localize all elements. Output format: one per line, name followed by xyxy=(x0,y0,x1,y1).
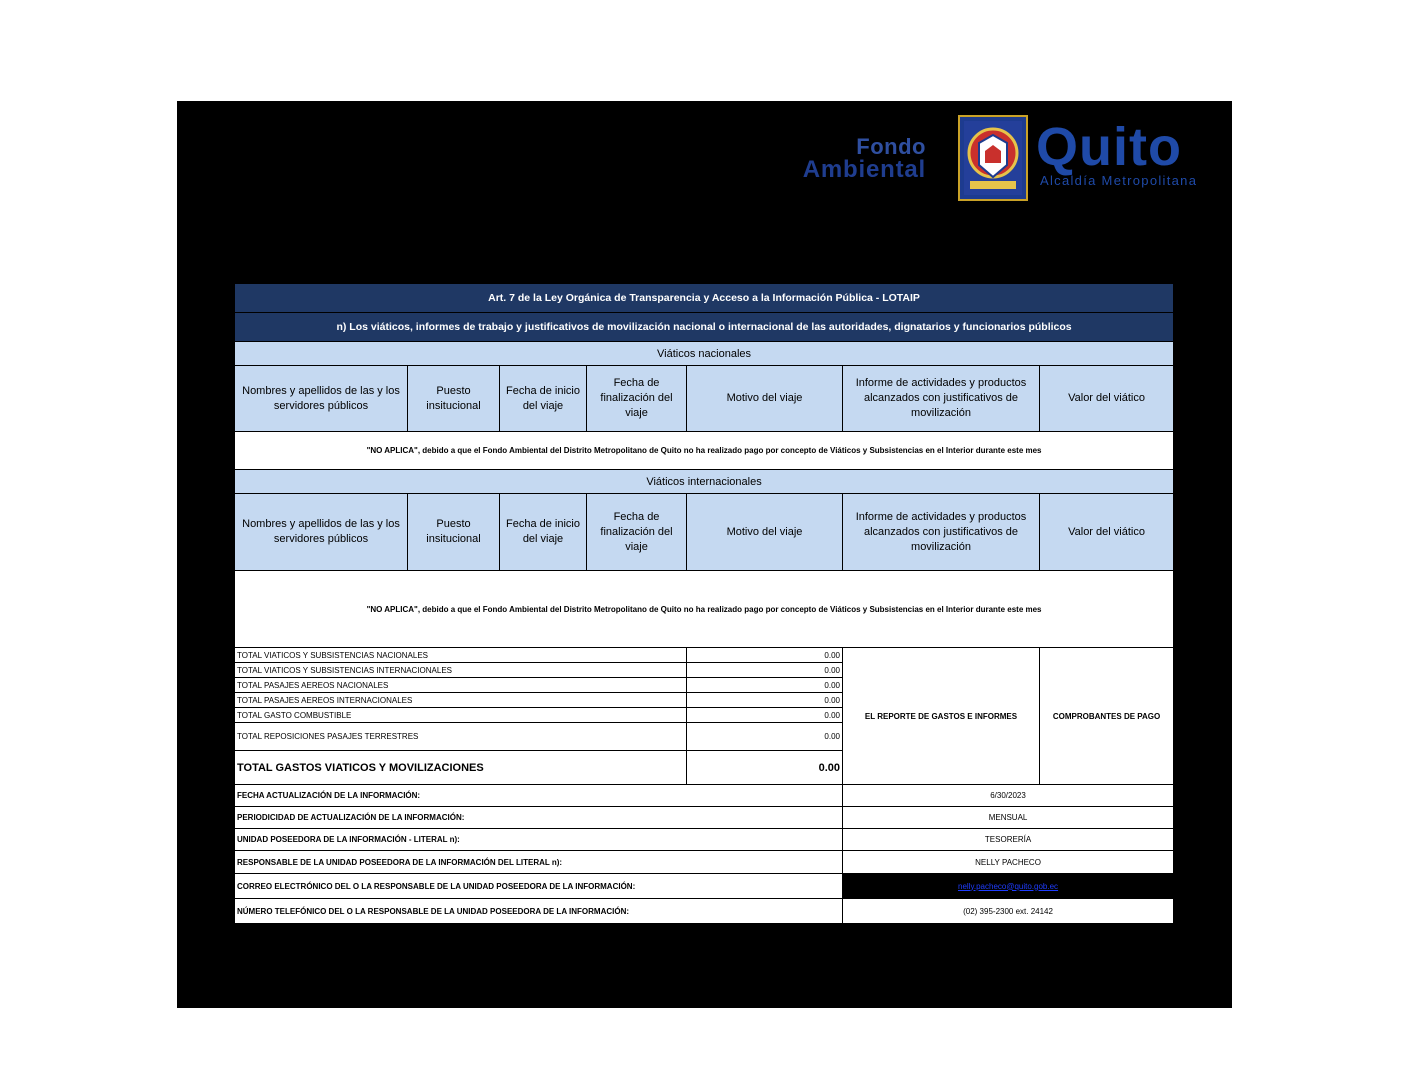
total-value: 0.00 xyxy=(687,723,843,751)
email-cell xyxy=(843,874,1174,899)
column-header: Puesto insitucional xyxy=(408,494,500,571)
reporte-gastos-cell: EL REPORTE DE GASTOS E INFORMES xyxy=(843,648,1040,785)
total-row xyxy=(235,648,1174,663)
column-header: Nombres y apellidos de las y los servidores públicos xyxy=(235,366,408,432)
column-header: Valor del viático xyxy=(1040,366,1174,432)
grand-total-value: 0.00 xyxy=(687,751,843,785)
column-header: Puesto insitucional xyxy=(408,366,500,432)
total-value: 0.00 xyxy=(687,663,843,678)
total-value: 0.00 xyxy=(687,648,843,663)
column-header: Nombres y apellidos de las y los servidores públicos xyxy=(235,494,408,571)
column-header: Fecha de inicio del viaje xyxy=(500,494,587,571)
quito-logo-subtitle: Alcaldía Metropolitana xyxy=(1040,173,1198,188)
column-header: Motivo del viaje xyxy=(687,366,843,432)
section-row xyxy=(235,342,1174,366)
column-header: Informe de actividades y productos alcanzados con justificativos de movilización xyxy=(843,366,1040,432)
fondo-logo-line2: Ambiental xyxy=(802,156,926,183)
quito-crest-icon xyxy=(958,115,1028,201)
total-label: TOTAL PASAJES AEREOS NACIONALES xyxy=(235,678,687,693)
column-header-row xyxy=(235,366,1174,432)
meta-label: NÚMERO TELEFÓNICO DEL O LA RESPONSABLE DE LA UNIDAD POSEEDORA DE LA INFORMACIÓN: xyxy=(235,899,843,924)
meta-row xyxy=(235,807,1174,829)
meta-label: FECHA ACTUALIZACIÓN DE LA INFORMACIÓN: xyxy=(235,785,843,807)
meta-value: TESORERÍA xyxy=(843,829,1174,851)
section-title-internacionales: Viáticos internacionales xyxy=(235,470,1174,494)
comprobantes-pago-cell: COMPROBANTES DE PAGO xyxy=(1040,648,1174,785)
meta-row xyxy=(235,899,1174,924)
meta-value: (02) 395-2300 ext. 24142 xyxy=(843,899,1174,924)
section-row xyxy=(235,470,1174,494)
column-header: Motivo del viaje xyxy=(687,494,843,571)
meta-value: MENSUAL xyxy=(843,807,1174,829)
grand-total-label: TOTAL GASTOS VIATICOS Y MOVILIZACIONES xyxy=(235,751,687,785)
meta-label: UNIDAD POSEEDORA DE LA INFORMACIÓN - LITERAL n): xyxy=(235,829,843,851)
table-subtitle: n) Los viáticos, informes de trabajo y justificativos de movilización nacional o internacional de las autoridades, dignatarios y funcionarios públicos xyxy=(235,313,1174,342)
column-header: Fecha de finalización del viaje xyxy=(587,494,687,571)
lotaip-table xyxy=(234,283,1174,924)
total-value: 0.00 xyxy=(687,693,843,708)
column-header: Valor del viático xyxy=(1040,494,1174,571)
total-label: TOTAL REPOSICIONES PASAJES TERRESTRES xyxy=(235,723,687,751)
table-title: Art. 7 de la Ley Orgánica de Transparencia y Acceso a la Información Pública - LOTAIP xyxy=(235,284,1174,313)
quito-logo-name: Quito xyxy=(1036,117,1182,177)
column-header: Informe de actividades y productos alcanzados con justificativos de movilización xyxy=(843,494,1040,571)
total-label: TOTAL PASAJES AEREOS INTERNACIONALES xyxy=(235,693,687,708)
meta-row xyxy=(235,829,1174,851)
note-row xyxy=(235,571,1174,648)
meta-row xyxy=(235,874,1174,899)
meta-label: RESPONSABLE DE LA UNIDAD POSEEDORA DE LA INFORMACIÓN DEL LITERAL n): xyxy=(235,851,843,874)
section-title-nacionales: Viáticos nacionales xyxy=(235,342,1174,366)
total-label: TOTAL GASTO COMBUSTIBLE xyxy=(235,708,687,723)
column-header: Fecha de inicio del viaje xyxy=(500,366,587,432)
fondo-ambiental-logo xyxy=(770,136,926,182)
column-header: Fecha de finalización del viaje xyxy=(587,366,687,432)
meta-row xyxy=(235,851,1174,874)
fondo-logo-line1: Fondo xyxy=(856,134,926,159)
total-value: 0.00 xyxy=(687,678,843,693)
note-row xyxy=(235,432,1174,470)
email-link[interactable]: nelly.pacheco@quito.gob.ec xyxy=(958,881,1059,891)
total-label: TOTAL VIATICOS Y SUBSISTENCIAS NACIONALES xyxy=(235,648,687,663)
meta-value: NELLY PACHECO xyxy=(843,851,1174,874)
no-aplica-note-nacionales: "NO APLICA", debido a que el Fondo Ambiental del Distrito Metropolitano de Quito no ha realizado pago por concepto de Viáticos y Subsistencias en el Interior durante este mes xyxy=(235,432,1174,470)
total-label: TOTAL VIATICOS Y SUBSISTENCIAS INTERNACIONALES xyxy=(235,663,687,678)
meta-value: 6/30/2023 xyxy=(843,785,1174,807)
title-row xyxy=(235,284,1174,313)
meta-label: PERIODICIDAD DE ACTUALIZACIÓN DE LA INFORMACIÓN: xyxy=(235,807,843,829)
subtitle-row xyxy=(235,313,1174,342)
no-aplica-note-internacionales: "NO APLICA", debido a que el Fondo Ambiental del Distrito Metropolitano de Quito no ha realizado pago por concepto de Viáticos y Subsistencias en el Interior durante este mes xyxy=(235,571,1174,648)
total-value: 0.00 xyxy=(687,708,843,723)
column-header-row xyxy=(235,494,1174,571)
meta-label: CORREO ELECTRÓNICO DEL O LA RESPONSABLE DE LA UNIDAD POSEEDORA DE LA INFORMACIÓN: xyxy=(235,874,843,899)
quito-logo xyxy=(1036,117,1222,188)
meta-row xyxy=(235,785,1174,807)
